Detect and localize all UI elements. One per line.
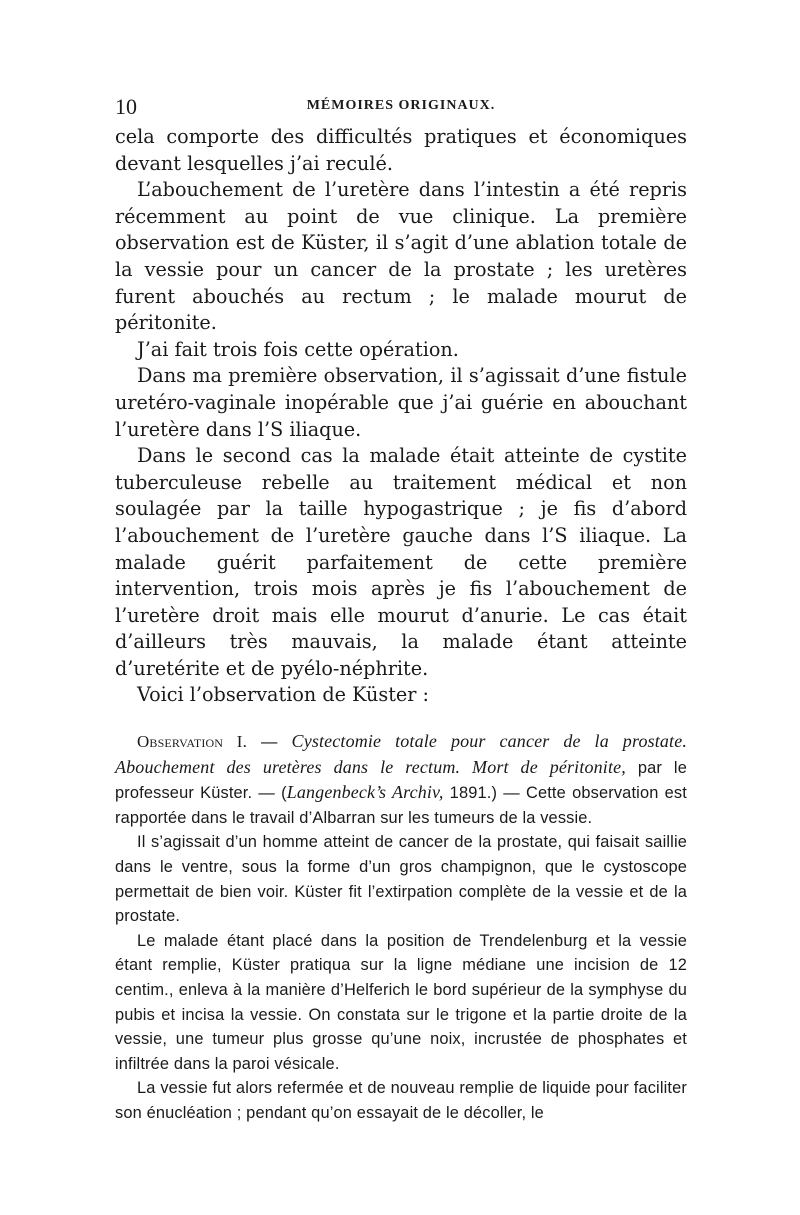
- paragraph-three-operations: J’ai fait trois fois cette opération.: [137, 337, 459, 361]
- observation-title: Cystectomie totale pour cancer de la prostate. Abouchement des uretères dans le rectum. Mort de péritonite,: [115, 731, 687, 777]
- paragraph-first-observation: Dans ma première observation, il s’agissait d’une fistule uretéro-vaginale inopérable que j’ai guérie en abouchant l’uretère dans l’S iliaque.: [115, 364, 687, 441]
- running-title: MÉMOIRES ORIGINAUX.: [306, 98, 496, 113]
- observation-paragraph-enucleation: La vessie fut alors refermée et de nouveau remplie de liquide pour faciliter son énucléation ; pendant qu’on essayait de le décoller, le: [115, 1079, 687, 1122]
- observation-source: Langenbeck’s Archiv,: [286, 782, 444, 803]
- paragraph-continuation: cela comporte des difficultés pratiques et économiques devant lesquelles j’ai reculé.: [115, 125, 687, 175]
- paragraph-second-case: Dans le second cas la malade était atteinte de cystite tuberculeuse rebelle au traitement médical et non soulagée par la taille hypogastrique ; je fis d’abord l’abouchement de l’uretère gauche dans l’S iliaque. La malade guérit parfaitement de cette première intervention, trois mois après je fis l’abouchement de l’uretère droit mais elle mourut d’anurie. Le cas était d’ailleurs très mauvais, la malade étant atteinte d’uretérite et de pyélo-néphrite.: [115, 444, 687, 680]
- document-page: [115, 94, 687, 1126]
- main-text: [115, 124, 687, 709]
- observation-paragraph-procedure: Le malade étant placé dans la position de Trendelenburg et la vessie étant remplie, Küster pratiqua sur la ligne médiane une incision de 12 centim., enleva à la manière d’Helferich le bord supérieur de la symphyse du pubis et incisa la vessie. On constata sur le trigone et la partie droite de la vessie, une tumeur plus grosse qu’une noix, incrustée de phosphates et infiltrée dans la paroi vésicale.: [115, 931, 687, 1073]
- paragraph-kuster-lead-in: Voici l’observation de Küster :: [137, 683, 429, 707]
- observation-heading: [115, 729, 687, 830]
- observation-source-rest: 1891.) — Cette observation est rapportée dans le travail d’Albarran sur les tumeurs de la vessie.: [115, 784, 687, 827]
- observation-author: par le professeur Küster. — (: [115, 758, 687, 803]
- observation-block: [115, 729, 687, 1126]
- observation-paragraph-patient: Il s’agissait d’un homme atteint de cancer de la prostate, qui faisait saillie dans le ventre, sous la forme d’un gros champignon, que le cystoscope permettait de bien voir. Küster fit l’extirpation complète de la vessie et de la prostate.: [115, 833, 687, 926]
- page-number: 10: [115, 94, 137, 119]
- observation-dash: —: [247, 733, 292, 752]
- running-head: [115, 94, 687, 124]
- observation-label: Observation I.: [137, 732, 247, 752]
- paragraph-kuster-intro: L’abouchement de l’uretère dans l’intestin a été repris récemment au point de vue clinique. La première observation est de Küster, il s’agit d’une ablation totale de la vessie pour un cancer de la prostate ; les uretères furent abouchés au rectum ; le malade mourut de péritonite.: [115, 178, 687, 335]
